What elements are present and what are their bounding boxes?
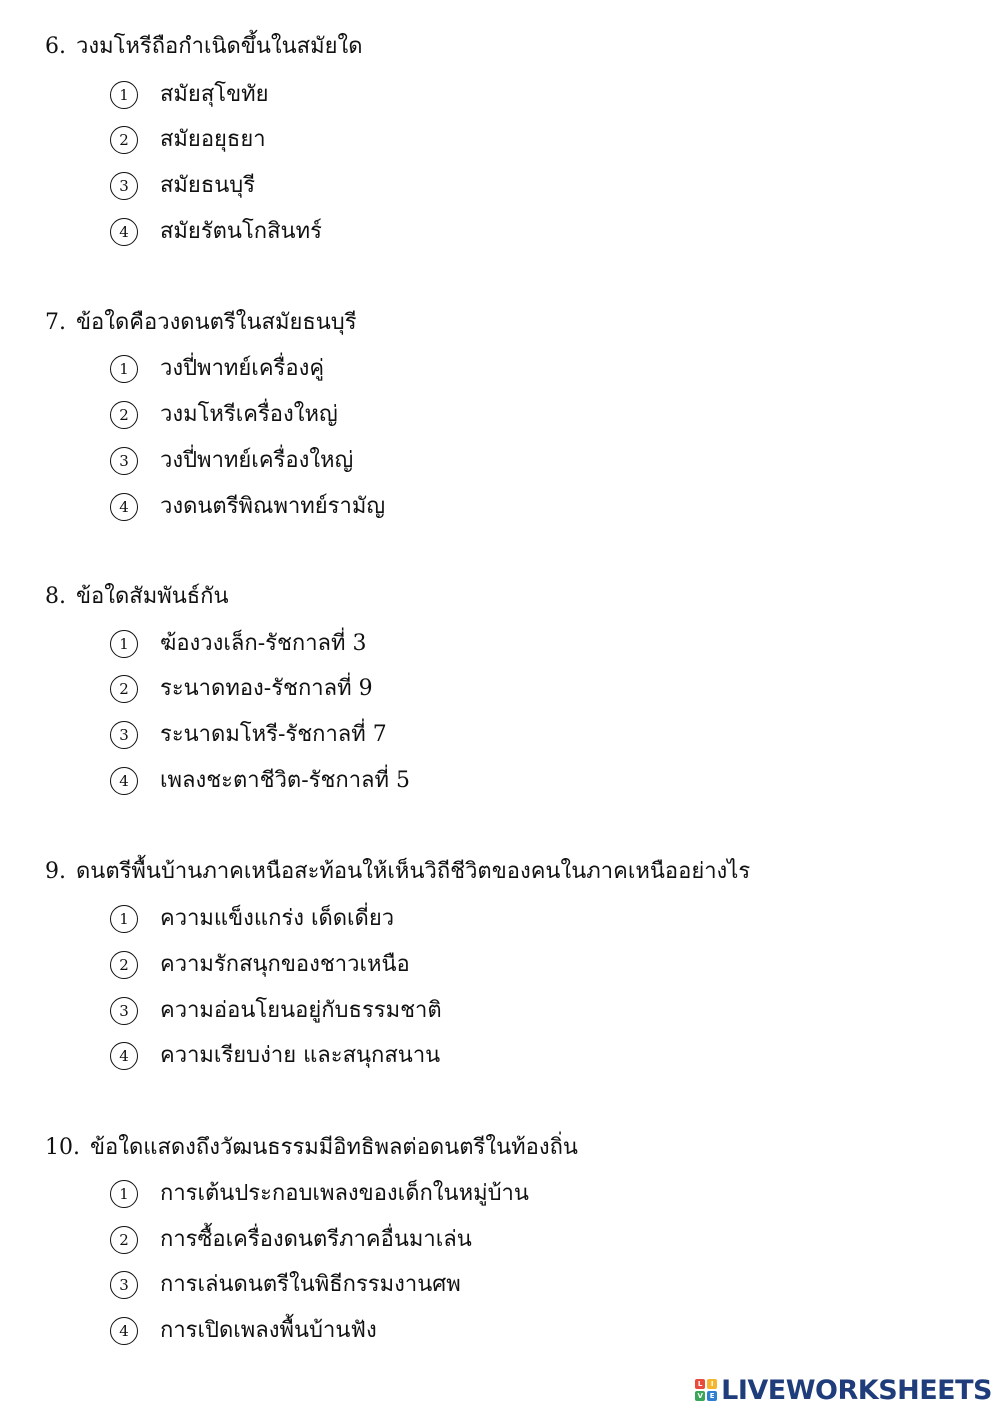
- question-number: 9.: [45, 859, 66, 884]
- option-10-1[interactable]: [110, 1178, 529, 1210]
- option-9-1[interactable]: [110, 903, 394, 935]
- option-8-1[interactable]: [110, 628, 367, 660]
- question-text: [45, 308, 357, 338]
- option-label: ระนาดทอง-รัชกาลที่ 9: [160, 676, 373, 701]
- question-text: [45, 1133, 578, 1163]
- option-number-circle[interactable]: 4: [110, 1042, 138, 1070]
- question-prompt: ดนตรีพื้นบ้านภาคเหนือสะท้อนให้เห็นวิถีชีวิตของคนในภาคเหนืออย่างไร: [76, 859, 751, 884]
- option-number-circle[interactable]: 3: [110, 721, 138, 749]
- liveworksheets-icon: [695, 1379, 717, 1401]
- option-9-4[interactable]: [110, 1040, 440, 1072]
- option-6-2[interactable]: [110, 124, 266, 156]
- option-number-circle[interactable]: 4: [110, 1317, 138, 1345]
- option-label: ความรักสนุกของชาวเหนือ: [160, 952, 410, 977]
- option-label: สมัยสุโขทัย: [160, 82, 269, 107]
- logo-square-e: E: [707, 1391, 717, 1401]
- option-label: สมัยอยุธยา: [160, 127, 266, 152]
- question-prompt: ข้อใดแสดงถึงวัฒนธรรมมีอิทธิพลต่อดนตรีในท้องถิ่น: [90, 1135, 578, 1160]
- question-prompt: ข้อใดคือวงดนตรีในสมัยธนบุรี: [76, 310, 357, 335]
- question-prompt: ข้อใดสัมพันธ์กัน: [76, 584, 229, 609]
- question-number: 7.: [45, 310, 66, 335]
- option-label: การเล่นดนตรีในพิธีกรรมงานศพ: [160, 1272, 461, 1297]
- option-number-circle[interactable]: 2: [110, 1226, 138, 1254]
- option-label: การซื้อเครื่องดนตรีภาคอื่นมาเล่น: [160, 1227, 472, 1252]
- question-prompt: วงมโหรีถือกำเนิดขึ้นในสมัยใด: [76, 34, 363, 59]
- option-7-4[interactable]: [110, 491, 385, 523]
- option-label: ความเรียบง่าย และสนุกสนาน: [160, 1043, 441, 1068]
- option-label: สมัยรัตนโกสินทร์: [160, 219, 322, 244]
- option-label: วงปี่พาทย์เครื่องคู่: [160, 356, 325, 381]
- option-label: สมัยธนบุรี: [160, 173, 256, 198]
- option-7-1[interactable]: [110, 353, 324, 385]
- option-8-3[interactable]: [110, 719, 387, 751]
- question-text: [45, 32, 363, 62]
- option-number-circle[interactable]: 1: [110, 905, 138, 933]
- option-8-2[interactable]: [110, 673, 373, 705]
- option-number-circle[interactable]: 3: [110, 172, 138, 200]
- option-label: ความอ่อนโยนอยู่กับธรรมชาติ: [160, 998, 442, 1023]
- option-number-circle[interactable]: 3: [110, 997, 138, 1025]
- option-label: วงดนตรีพิณพาทย์รามัญ: [160, 494, 386, 519]
- option-number-circle[interactable]: 3: [110, 447, 138, 475]
- question-number: 10.: [45, 1135, 80, 1160]
- option-label: วงปี่พาทย์เครื่องใหญ่: [160, 448, 354, 473]
- option-7-2[interactable]: [110, 399, 338, 431]
- option-9-3[interactable]: [110, 995, 442, 1027]
- question-text: [45, 857, 750, 887]
- question-number: 6.: [45, 34, 66, 59]
- option-label: การเปิดเพลงพื้นบ้านฟัง: [160, 1318, 377, 1343]
- option-number-circle[interactable]: 4: [110, 218, 138, 246]
- logo-square-v: V: [695, 1391, 705, 1401]
- option-number-circle[interactable]: 2: [110, 951, 138, 979]
- option-label: วงมโหรีเครื่องใหญ่: [160, 402, 338, 427]
- option-10-3[interactable]: [110, 1269, 461, 1301]
- option-number-circle[interactable]: 1: [110, 630, 138, 658]
- option-number-circle[interactable]: 2: [110, 401, 138, 429]
- option-6-1[interactable]: [110, 79, 269, 111]
- option-label: ระนาดมโหรี-รัชกาลที่ 7: [160, 722, 387, 747]
- option-number-circle[interactable]: 2: [110, 126, 138, 154]
- logo-square-l: L: [695, 1379, 705, 1389]
- option-label: เพลงชะตาชีวิต-รัชกาลที่ 5: [160, 768, 411, 793]
- option-10-4[interactable]: [110, 1315, 377, 1347]
- option-number-circle[interactable]: 1: [110, 355, 138, 383]
- option-7-3[interactable]: [110, 445, 353, 477]
- option-number-circle[interactable]: 4: [110, 767, 138, 795]
- brand-text: LIVEWORKSHEETS: [721, 1374, 992, 1406]
- option-number-circle[interactable]: 1: [110, 81, 138, 109]
- option-number-circle[interactable]: 3: [110, 1271, 138, 1299]
- option-9-2[interactable]: [110, 949, 410, 981]
- option-label: การเต้นประกอบเพลงของเด็กในหมู่บ้าน: [160, 1181, 529, 1206]
- option-number-circle[interactable]: 1: [110, 1180, 138, 1208]
- option-number-circle[interactable]: 4: [110, 493, 138, 521]
- liveworksheets-logo[interactable]: [695, 1372, 992, 1408]
- option-8-4[interactable]: [110, 765, 410, 797]
- question-text: [45, 582, 229, 612]
- option-number-circle[interactable]: 2: [110, 675, 138, 703]
- option-label: ความแข็งแกร่ง เด็ดเดี่ยว: [160, 906, 395, 931]
- option-6-3[interactable]: [110, 170, 255, 202]
- option-6-4[interactable]: [110, 216, 322, 248]
- option-10-2[interactable]: [110, 1224, 472, 1256]
- option-label: ฆ้องวงเล็ก-รัชกาลที่ 3: [160, 631, 367, 656]
- question-number: 8.: [45, 584, 66, 609]
- logo-square-i: I: [707, 1379, 717, 1389]
